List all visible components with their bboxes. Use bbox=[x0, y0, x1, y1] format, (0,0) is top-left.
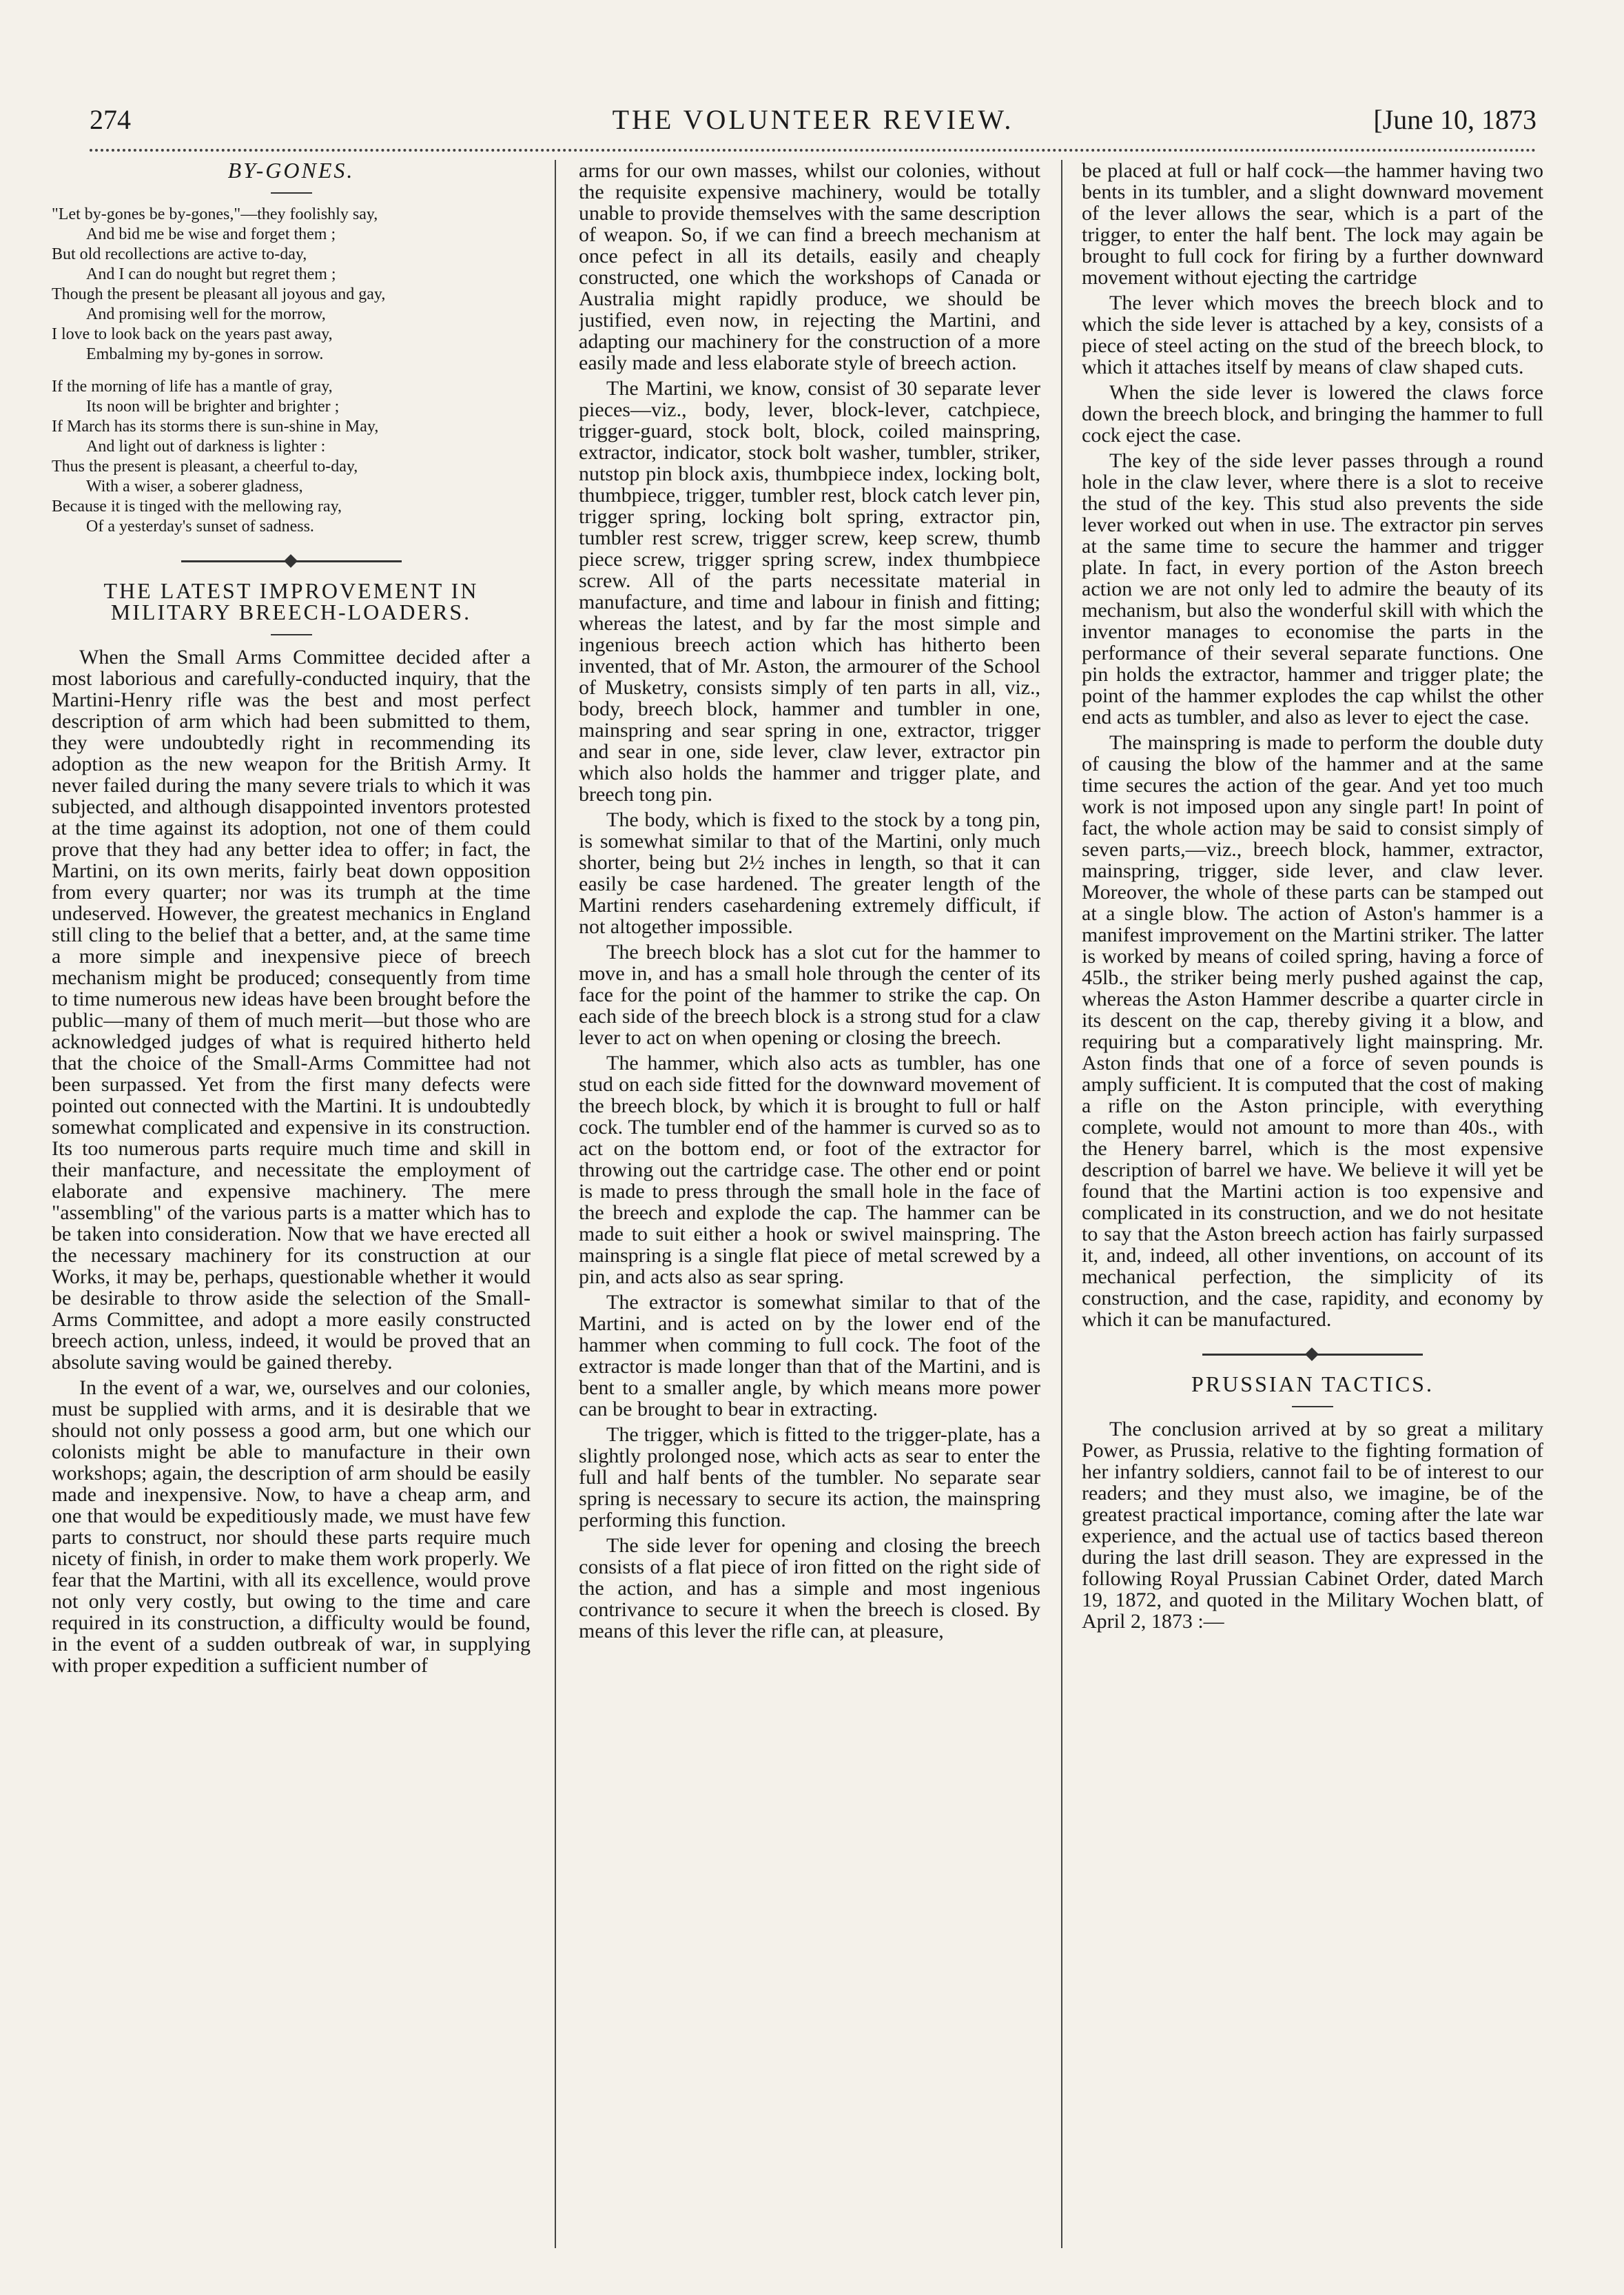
issue-date: [June 10, 1873 bbox=[1373, 104, 1536, 135]
article-title: MILITARY BREECH-LOADERS. bbox=[110, 600, 472, 624]
column-2 bbox=[579, 160, 1040, 2248]
poem-line: And promising well for the morrow, bbox=[86, 305, 326, 323]
column-3 bbox=[1082, 160, 1543, 2248]
poem-line: If the morning of life has a mantle of gray, bbox=[52, 378, 333, 396]
poem-line: If March has its storms there is sun-shine in May, bbox=[52, 418, 379, 436]
poem-line: I love to look back on the years past away, bbox=[52, 325, 333, 343]
paragraph: The mainspring is made to perform the double duty of causing the blow of the hammer and at the same time secures the action of the gear. And yet too much work is not imposed upon any single part! In point of fact, the whole action may be said to consist simply of seven parts,—viz., breech block, hammer, extractor, mainspring, trigger, side lever, and claw lever. Moreover, the whole of these parts can be stamped out at a single blow. The action of Aston's hammer is a manifest improvement on the Martini striker. The latter is worked by means of coiled spring, having a force of 45lb., the striker being merly pushed against the cap, whereas the Aston Hammer describe a quarter circle in its descent on the cap, thereby giving it a blow, and requiring but a comparatively light mainspring. Mr. Aston finds that one of a force of seven pounds is amply sufficient. It is computed that the cost of making a rifle on the Aston principle, with everything complete, would not amount to more than 40s., with the Henery barrel, which is the most expensive description of barrel we have. We believe it will yet be found that the Martini action is too expensive and complicated in its construction, and we do not hesitate to say that the Aston breech action has fairly surpassed it, and, indeed, all other inventions, on account of its mechanical perfection, the simplicity of its construction, and the case, rapidity, and economy by which it can be manufactured. bbox=[1082, 731, 1543, 1331]
poem-line: Thus the present is pleasant, a cheerful to-day, bbox=[52, 458, 358, 476]
poem-line: And bid me be wise and forget them ; bbox=[86, 225, 336, 243]
paragraph: The trigger, which is fitted to the trigger-plate, has a slightly prolonged nose, which acts as sear to enter the full and half bents of the tumbler. No separate sear spring is necessary to secure its action, the mainspring performing this function. bbox=[579, 1423, 1040, 1531]
paragraph: The hammer, which also acts as tumbler, has one stud on each side fitted for the downward movement of the breech block, by which it is brought to full or half cock. The tumbler end of the hammer is curved so as to act on the bottom end, or foot of the extractor for throwing out the cartridge case. The other end or point is made to press through the small hole in the face of the breech and explode the cap. The hammer can be made to suit either a hook or swivel mainspring. The mainspring is a single flat piece of metal screwed by a pin, and acts also as sear spring. bbox=[579, 1052, 1040, 1288]
column-divider bbox=[1061, 160, 1062, 2248]
paragraph: The extractor is somewhat similar to that of the Martini, and is acted on by the lower end of the hammer when comming to full cock. The foot of the extractor is made longer than that of the Martini, and is bent to a smaller angle, by which means more power can be brought to bear in extracting. bbox=[579, 1291, 1040, 1420]
poem-line: And I can do nought but regret them ; bbox=[86, 265, 336, 283]
column-divider bbox=[555, 160, 556, 2248]
poem-line: Embalming my by-gones in sorrow. bbox=[86, 345, 324, 363]
paragraph: The body, which is fixed to the stock by a tong pin, is somewhat similar to that of the Martini, only much shorter, being but 2½ inches in length, so that it can easily be case hardened. The greater length of the Martini renders casehardening extremely difficult, if not altogether impossible. bbox=[579, 808, 1040, 938]
poem-line: Its noon will be brighter and brighter ; bbox=[86, 398, 340, 416]
title-rule bbox=[271, 192, 312, 194]
paragraph: When the Small Arms Committee decided after a most laborious and carefully-conducted inquiry, that the Martini-Henry rifle was the best and most perfect description of arm which had been submitted to them, they were undoubtedly right in recommending its adoption as the new weapon for the British Army. It never failed during the many severe trials to which it was subjected, and although disappointed inventors protested at the time against its adoption, not one of them could prove that they had any better idea to offer; in fact, the Martini, on its own merits, fairly beat down opposition from every quarter; nor was its trumph at the time undeserved. However, the greatest mechanics in England still cling to the belief that a better, and, at the same time a more simple and inexpensive piece of breech mechanism might be produced; consequently from time to time numerous new ideas have been brought before the public—many of them of much merit—but those who are acknowledged judges of what is required hitherto held that the choice of the Small-Arms Committee had not been surpassed. Yet from the first many defects were pointed out connected with the Martini. It is undoubtedly somewhat complicated and expensive in its construction. Its too numerous parts require much time and skill in their manfacture, and necessitate the employment of elaborate and expensive machinery. The mere "assembling" of the various parts is a matter which has to be taken into consideration. Now that we have erected all the necessary machinery for its construction at our Works, it may be, perhaps, questionable whether it would be desirable to throw aside the selection of the Small-Arms Committee, and adopt a more easily constructed breech action, unless, indeed, it would be proved that an absolute saving would be gained thereby. bbox=[52, 646, 531, 1374]
page-number: 274 bbox=[90, 104, 131, 135]
ornament-divider bbox=[181, 560, 402, 562]
paragraph: The lever which moves the breech block and to which the side lever is attached by a key, consists of a piece of steel acting on the stud of the breech block, to which it attaches itself by means of claw shaped cuts. bbox=[1082, 292, 1543, 378]
poem-stanza-2 bbox=[52, 377, 531, 537]
paragraph: In the event of a war, we, ourselves and our colonies, must be supplied with arms, and it is desirable that we should not only possess a good arm, but one which our colonists might be able to manufacture in their own workshops; again, the description of arm should be easily made and inexpensive. Now, to have a cheap arm, and one that would be expeditiously made, we must have few parts to construct, nor should these parts require much nicety of finish, in order to make them work properly. We fear that the Martini, with all its excellence, would prove not only very costly, but owing to the time and care required in its construction, a difficulty would be found, in the event of a sudden outbreak of war, in supplying with proper expedition a sufficient number of bbox=[52, 1376, 531, 1677]
ornament-divider bbox=[1202, 1354, 1423, 1356]
poem-stanza-1 bbox=[52, 205, 531, 365]
paragraph: arms for our own masses, whilst our colonies, without the requisite expensive machinery, would be totally unable to provide themselves with the same description of weapon. So, if we can find a breech mechanism at once pefect in all its details, easily and cheaply constructed, one which the workshops of Canada or Australia might rapidly produce, we should be justified, even now, in rejecting the Martini, and adapting our machinery for the construction of a more easily made and less elaborate style of breech action. bbox=[579, 160, 1040, 374]
paragraph: The Martini, we know, consist of 30 separate lever pieces—viz., body, lever, block-lever, catchpiece, trigger-guard, stock bolt, block, coiled mainspring, extractor, indicator, stock bolt washer, tumbler, striker, nutstop pin block axis, thumbpiece index, locking bolt, thumbpiece, trigger, tumbler rest, block catch lever pin, trigger spring, locking bolt spring, extractor pin, tumbler rest screw, trigger screw, keep screw, thumb piece screw, trigger spring screw, index thumbpiece screw. All of the parts necessitate material in manufacture, and time and labour in finish and fitting; whereas the latest, and by far the most simple and ingenious breech action which has hitherto been invented, that of Mr. Aston, the armourer of the School of Musketry, consists simply of ten parts in all, viz., body, breech block, hammer and tumbler in one, mainspring and sear spring in one, extractor, trigger and sear in one, side lever, claw lever, extractor pin which also holds the hammer and trigger plate, and breech tong pin. bbox=[579, 377, 1040, 806]
poem-line: Because it is tinged with the mellowing ray, bbox=[52, 498, 342, 516]
journal-title: THE VOLUNTEER REVIEW. bbox=[612, 104, 1014, 135]
header-rule bbox=[90, 149, 1536, 152]
paragraph: The side lever for opening and closing the breech consists of a flat piece of iron fitted on the right side of the action, and has a simple and most ingenious contrivance to secure it when the breech is closed. By means of this lever the rifle can, at pleasure, bbox=[579, 1534, 1040, 1642]
poem-line: But old recollections are active to-day, bbox=[52, 245, 307, 263]
paragraph: The key of the side lever passes through a round hole in the claw lever, where there is a slot to receive the stud of the key. This stud also prevents the side lever worked out when in use. The extractor pin serves at the same time to secure the hammer and trigger plate. In fact, in every portion of the Aston breech action we are not only led to admire the beauty of its mechanism, but also the wonderful skill with which the inventor manages to economise the parts in the performance of their several separate functions. One pin holds the extractor, hammer and trigger plate; the point of the hammer explodes the cap whilst the other end acts as tumbler, and also as lever to eject the case. bbox=[1082, 449, 1543, 728]
column-1 bbox=[52, 160, 531, 2248]
poem-line: And light out of darkness is lighter : bbox=[86, 438, 326, 456]
poem-line: "Let by-gones be by-gones,"—they foolishly say, bbox=[52, 205, 378, 223]
poem-line: Though the present be pleasant all joyous and gay, bbox=[52, 285, 386, 303]
paragraph: be placed at full or half cock—the hammer having two bents in its tumbler, and a slight downward movement of the lever allows the sear, which is a part of the trigger, to enter the half bent. The lock may again be brought to full cock for firing by a further downward movement without ejecting the cartridge bbox=[1082, 160, 1543, 289]
title-rule bbox=[1292, 1406, 1333, 1407]
poem-line: With a wiser, a soberer gladness, bbox=[86, 478, 303, 496]
page-header bbox=[90, 103, 1536, 152]
article-title: THE LATEST IMPROVEMENT IN bbox=[103, 578, 479, 603]
section-title: PRUSSIAN TACTICS. bbox=[1191, 1371, 1434, 1396]
paragraph: The conclusion arrived at by so great a military Power, as Prussia, relative to the fighting formation of her infantry soldiers, cannot fail to be of interest to our readers; and they must also, we imagine, be of the greatest practical importance, coming after the late war experience, and the actual use of tactics based thereon during the last drill season. They are expressed in the following Royal Prussian Cabinet Order, dated March 19, 1872, and quoted in the Military Wochen blatt, of April 2, 1873 :— bbox=[1082, 1418, 1543, 1633]
paragraph: When the side lever is lowered the claws force down the breech block, and bringing the hammer to full cock eject the case. bbox=[1082, 381, 1543, 447]
paragraph: The breech block has a slot cut for the hammer to move in, and has a small hole through the center of its face for the point of the hammer to strike the cap. On each side of the breech block is a strong stud for a claw lever to act on when opening or closing the breech. bbox=[579, 941, 1040, 1049]
poem-title: BY-GONES. bbox=[227, 160, 355, 183]
poem-line: Of a yesterday's sunset of sadness. bbox=[86, 518, 314, 536]
title-rule bbox=[271, 634, 312, 635]
